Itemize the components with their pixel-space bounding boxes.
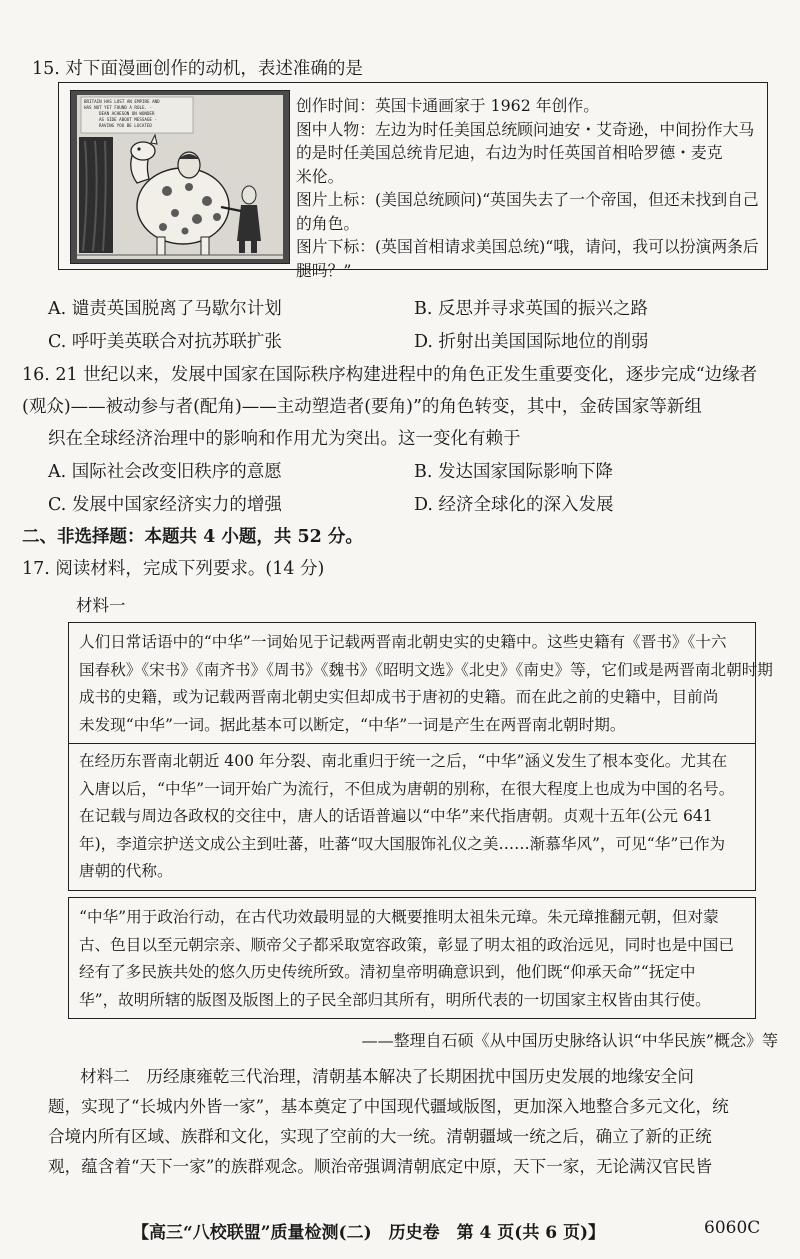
- material1-box-2: [68, 742, 756, 891]
- material-line: 成书的史籍，或为记载两晋南北朝史实但却成书于唐初的史籍。而在此之前的史籍中，目前尚: [79, 688, 719, 706]
- material1-box-3: [68, 897, 756, 1019]
- cartoon-drawing: [71, 91, 289, 263]
- cartoon-caption-line: HAS NOT YET FOUND A ROLE. -: [84, 105, 153, 110]
- material2-line: 观，蕴含着“天下一家”的族群观念。顺治帝强调清朝底定中原，天下一家，无论满汉官民皆: [48, 1157, 713, 1176]
- material-line: 入唐以后，“中华”一词开始广为流行，不但成为唐朝的别称，在很大程度上也成为中国的名号。: [79, 779, 735, 798]
- q16-stem-line: 16. 21 世纪以来，发展中国家在国际秩序构建进程中的角色正发生重要变化，逐步完成“边缘者: [22, 365, 758, 385]
- q15-stem: 15. 对下面漫画创作的动机，表述准确的是: [32, 59, 363, 79]
- cartoon-caption-line: AS SIDE ABOUT MESSAGE -: [99, 117, 157, 122]
- material-line: 经有了多民族共处的悠久历史传统所致。清初皇帝明确意识到，他们既“仰承天命”“抚定中: [79, 963, 696, 981]
- cartoon-caption-line: DEAN ACHESON ON WONDER: [99, 111, 155, 116]
- material1-label: 材料一: [76, 596, 126, 615]
- material1-source: ——整理自石硕《从中国历史脉络认识“中华民族”概念》等: [361, 1031, 778, 1050]
- material-line: 人们日常话语中的“中华”一词始见于记载两晋南北朝史实的史籍中。这些史籍有《晋书》《十六: [79, 633, 727, 651]
- q15-info-line: 图片上标：(美国总统顾问)“英国失去了一个帝国，但还未找到自己: [296, 190, 759, 209]
- material-line: 在经历东晋南北朝近 400 年分裂、南北重归于统一之后，“中华”涵义发生了根本变化。尤其在: [79, 752, 728, 770]
- material-line: 未发现“中华”一词。据此基本可以断定，“中华”一词是产生在两晋南北朝时期。: [79, 715, 626, 734]
- material2-line: 题，实现了“长城内外皆一家”，基本奠定了中国现代疆域版图，更加深入地整合多元文化，统: [48, 1097, 729, 1116]
- q16-stem-line: (观众)——被动参与者(配角)——主动塑造者(要角)”的角色转变，其中，金砖国家等新组: [22, 397, 702, 417]
- q15-info-line: 的角色。: [296, 213, 360, 233]
- cartoon-image: [70, 90, 290, 264]
- material-line: 在记载与周边各政权的交往中，唐人的话语普遍以“中华”来代指唐朝。贞观十五年(公元 641: [79, 807, 713, 825]
- paper-code: 6060C: [704, 1218, 761, 1238]
- q15-info-line: 腿吗？”: [296, 260, 352, 280]
- q16-option-b[interactable]: B. 发达国家国际影响下降: [414, 462, 613, 482]
- q15-option-b[interactable]: B. 反思并寻求英国的振兴之路: [414, 299, 648, 319]
- q15-option-c[interactable]: C. 呼吁美英联合对抗苏联扩张: [48, 332, 282, 352]
- q15-info-line: 图中人物：左边为时任美国总统顾问迪安・艾奇逊，中间扮作大马: [296, 119, 755, 139]
- material-line: 年)，李道宗护送文成公主到吐蕃，吐蕃“叹大国服饰礼仪之美……渐慕华风”，可见“华”已作为: [79, 834, 726, 853]
- material-line: 古、色目以至元朝宗亲、顺帝父子都采取宽容政策，彰显了明太祖的政治远见，同时也是中国已: [79, 935, 734, 954]
- q15-option-a[interactable]: A. 谴责英国脱离了马歇尔计划: [48, 299, 282, 319]
- q16-option-a[interactable]: A. 国际社会改变旧秩序的意愿: [48, 462, 282, 482]
- q15-info-line: 米伦。: [296, 166, 344, 186]
- cartoon-caption-line: BRITAIN HAS LOST AN EMPIRE AND: [84, 99, 160, 104]
- material-line: 国春秋》《宋书》《南齐书》《周书》《魏书》《昭明文选》《北史》《南史》等，它们或是两晋南北朝时期: [79, 660, 773, 679]
- material-line: “中华”用于政治行动，在古代功效最明显的大概要推明太祖朱元璋。朱元璋推翻元朝，但对蒙: [79, 908, 719, 926]
- cartoon-caption-line: RAVING YOU BE LOCATED: [99, 123, 152, 128]
- section-heading: 二、非选择题：本题共 4 小题，共 52 分。: [22, 527, 363, 547]
- q15-info-line: 创作时间：英国卡通画家于 1962 年创作。: [296, 96, 599, 115]
- q16-option-c[interactable]: C. 发展中国家经济实力的增强: [48, 495, 282, 515]
- q15-info-line: 的是时任美国总统肯尼迪，右边为时任英国首相哈罗德・麦克: [296, 143, 723, 162]
- material-line: 唐朝的代称。: [79, 862, 173, 880]
- material1-box-1: [68, 622, 773, 744]
- q17-stem: 17. 阅读材料，完成下列要求。(14 分): [22, 559, 325, 579]
- material2-line: 材料二 历经康雍乾三代治理，清朝基本解决了长期困扰中国历史发展的地缘安全问: [80, 1067, 694, 1086]
- q16-stem-line: 织在全球经济治理中的影响和作用尤为突出。这一变化有赖于: [48, 429, 521, 449]
- material-line: 华”，故明所辖的版图及版图上的子民全部归其所有，明所代表的一切国家主权皆由其行使。: [79, 990, 711, 1009]
- material2-line: 合境内所有区域、族群和文化，实现了空前的大一统。清朝疆域一统之后，确立了新的正统: [48, 1127, 712, 1146]
- q16-option-d[interactable]: D. 经济全球化的深入发展: [414, 495, 614, 515]
- q15-option-d[interactable]: D. 折射出美国国际地位的削弱: [414, 332, 649, 352]
- page-footer: 【高三“八校联盟”质量检测(二) 历史卷 第 4 页(共 6 页)】: [132, 1223, 606, 1243]
- q15-info-line: 图片下标：(英国首相请求美国总统)“哦，请问，我可以扮演两条后: [296, 237, 759, 256]
